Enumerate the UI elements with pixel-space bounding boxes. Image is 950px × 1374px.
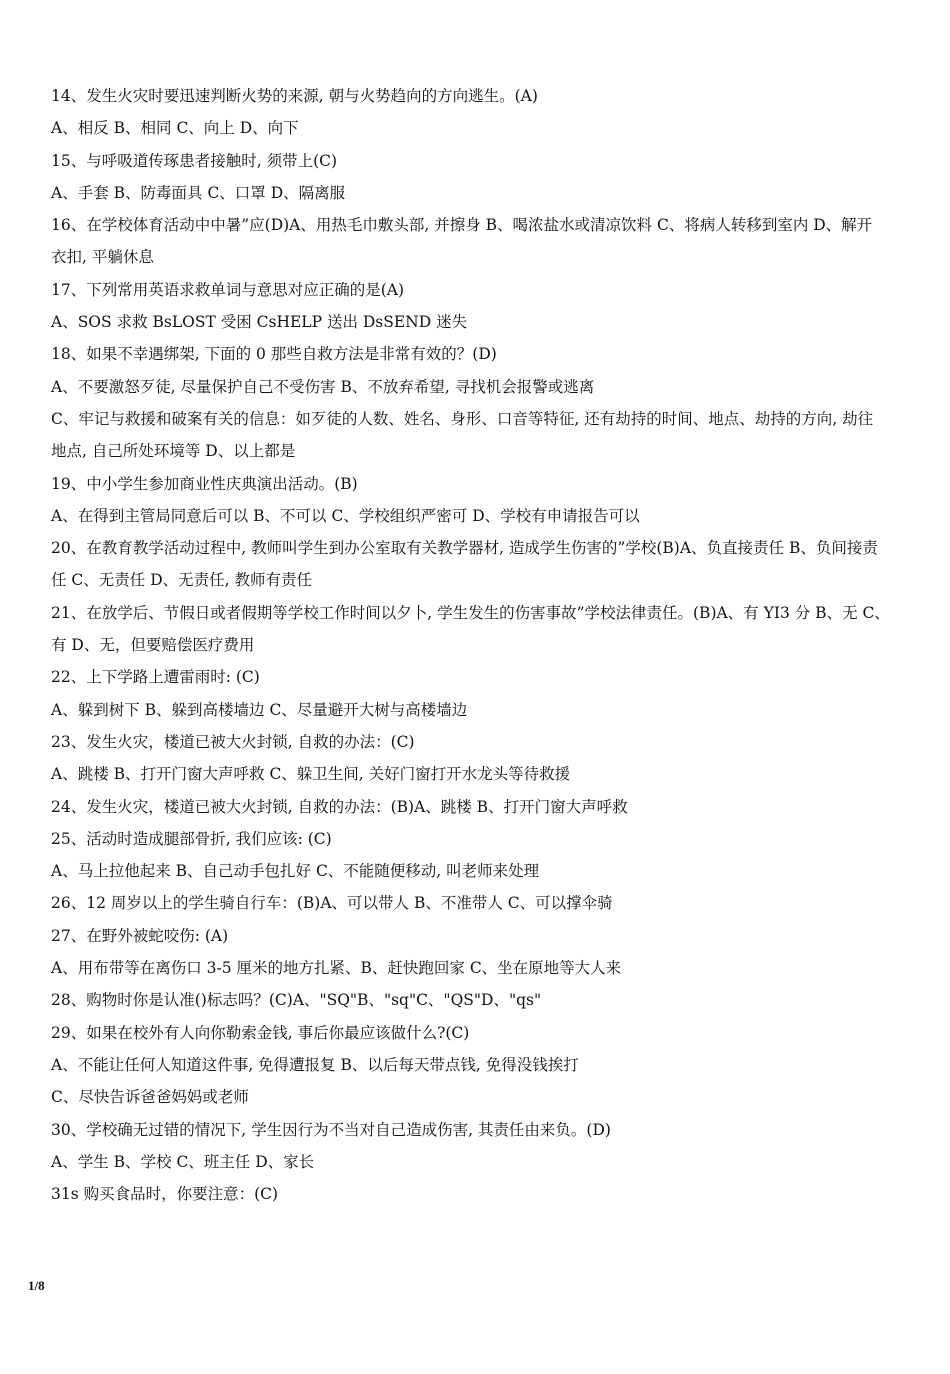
question-25-options: A、马上拉他起来 B、自己动手包扎好 C、不能随便移动, 叫老师来处理 bbox=[51, 862, 540, 881]
question-24: 24、发生火灾，楼道已被大火封锁, 自救的办法：(B)A、跳楼 B、打开门窗大声呼救 bbox=[51, 797, 628, 816]
question-27-options: A、用布带等在离伤口 3-5 厘米的地方扎紧、B、赶快跑回家 C、坐在原地等大人来 bbox=[51, 959, 622, 978]
question-28: 28、购物时你是认准()标志吗？(C)A、"SQ"B、"sq"C、"QS"D、"qs" bbox=[51, 991, 542, 1010]
page-number: 1/8 bbox=[28, 1278, 45, 1293]
question-17: 17、下列常用英语求救单词与意思对应正确的是(A) bbox=[51, 280, 405, 299]
question-14-options: A、相反 B、相同 C、向上 D、向下 bbox=[51, 119, 299, 138]
question-21: 21、在放学后、节假日或者假期等学校工作时间以夕卜, 学生发生的伤害事故”学校法律责任。(B)A、有 YI3 分 B、无 C、 bbox=[51, 603, 890, 622]
question-31: 31s 购买食品时，你要注意：(C) bbox=[51, 1185, 279, 1204]
question-29: 29、如果在校外有人向你勒索金钱, 事后你最应该做什么?(C) bbox=[51, 1023, 470, 1042]
question-26: 26、12 周岁以上的学生骑自行车：(B)A、可以带人 B、不准带人 C、可以撑伞骑 bbox=[51, 894, 613, 913]
question-19: 19、中小学生参加商业性庆典演出活动。(B) bbox=[51, 474, 358, 493]
question-18-options-cd-continuation: 地点, 自己所处环境等 D、以上都是 bbox=[51, 442, 296, 461]
question-29-options-ab: A、不能让任何人知道这件事, 免得遭报复 B、以后每天带点钱, 免得没钱挨打 bbox=[51, 1055, 579, 1074]
question-16-continuation: 衣扣, 平躺休息 bbox=[51, 248, 154, 267]
question-19-options: A、在得到主管局同意后可以 B、不可以 C、学校组织严密可 D、学校有申请报告可以 bbox=[51, 506, 640, 525]
question-30-options: A、学生 B、学校 C、班主任 D、家长 bbox=[51, 1152, 315, 1171]
question-20: 20、在教育教学活动过程中, 教师叫学生到办公室取有关教学器材, 造成学生伤害的”学校(B)A、负直接责任 B、负间接责 bbox=[51, 539, 878, 558]
question-22-options: A、躲到树下 B、躲到高楼墙边 C、尽量避开大树与高楼墙边 bbox=[51, 700, 468, 719]
question-25: 25、活动时造成腿部骨折, 我们应该: (C) bbox=[51, 829, 332, 848]
question-27: 27、在野外被蛇咬伤: (A) bbox=[51, 926, 229, 945]
question-14: 14、发生火灾时要迅速判断火势的来源, 朝与火势趋向的方向逃生。(A) bbox=[51, 87, 538, 105]
question-18: 18、如果不幸遇绑架, 下面的 0 那些自救方法是非常有效的？(D) bbox=[51, 345, 497, 364]
question-22: 22、上下学路上遭雷雨时: (C) bbox=[51, 668, 260, 687]
question-20-continuation: 任 C、无责任 D、无责任, 教师有责任 bbox=[51, 571, 312, 590]
question-18-options-ab: A、不要激怒歹徒, 尽量保护自己不受伤害 B、不放弃希望, 寻找机会报警或逃离 bbox=[51, 377, 595, 396]
question-18-options-cd: C、牢记与救援和破案有关的信息：如歹徒的人数、姓名、身形、口音等特征, 还有劫持的时间、地点、劫持的方向, 劫往 bbox=[51, 409, 874, 428]
question-17-options: A、SOS 求救 BsLOST 受困 CsHELP 送出 DsSEND 迷失 bbox=[51, 313, 468, 332]
question-16: 16、在学校体育活动中中暑”应(D)A、用热毛巾敷头部, 并擦身 B、喝浓盐水或清凉饮料 C、将病人转移到室内 D、解开 bbox=[51, 216, 873, 235]
question-23-options: A、跳楼 B、打开门窗大声呼救 C、躲卫生间, 关好门窗打开水龙头等待救援 bbox=[51, 765, 571, 784]
question-30: 30、学校确无过错的情况下, 学生因行为不当对自己造成伤害, 其责任由来负。(D) bbox=[51, 1120, 611, 1139]
question-15-options: A、手套 B、防毒面具 C、口罩 D、隔离服 bbox=[51, 183, 346, 202]
question-29-options-c: C、尽快告诉爸爸妈妈或老师 bbox=[51, 1088, 249, 1107]
question-15: 15、与呼吸道传琢患者接触时, 须带上(C) bbox=[51, 151, 338, 170]
document-body bbox=[51, 80, 931, 1210]
question-23: 23、发生火灾，楼道已被大火封锁, 自救的办法：(C) bbox=[51, 732, 415, 751]
question-21-continuation: 有 D、无，但要赔偿医疗费用 bbox=[51, 636, 255, 655]
